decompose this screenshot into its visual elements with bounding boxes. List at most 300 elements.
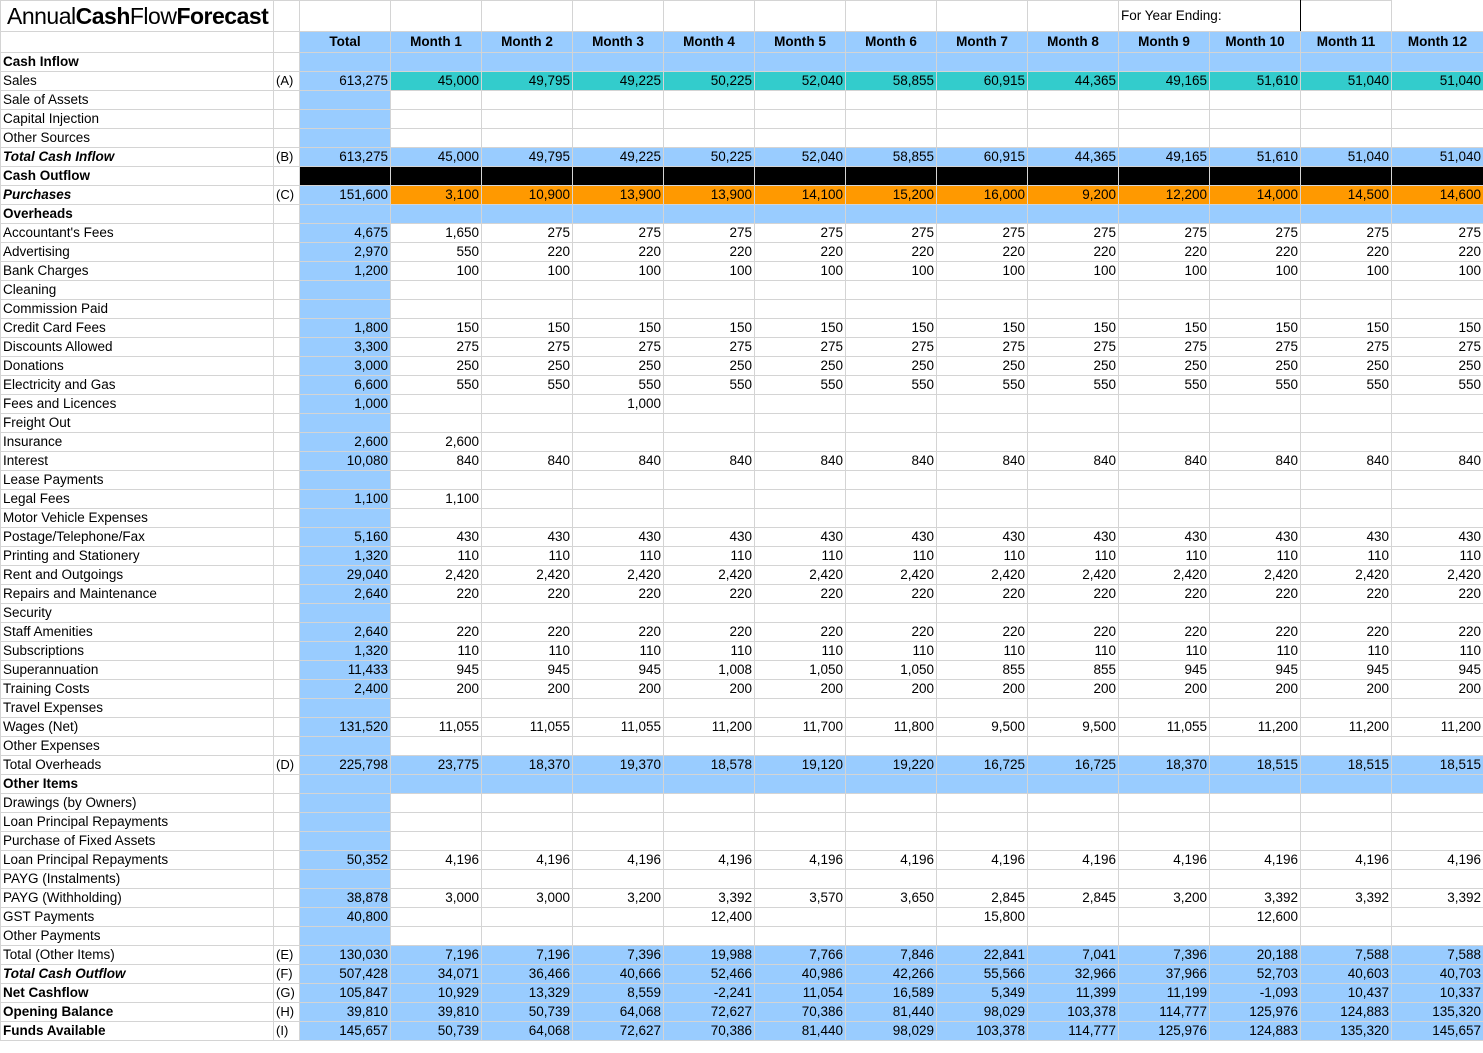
month-11-cell[interactable]	[1301, 395, 1392, 414]
month-3-cell[interactable]	[573, 167, 664, 186]
month-4-cell[interactable]: 50,225	[664, 72, 755, 91]
month-12-cell[interactable]: 145,657	[1392, 1022, 1483, 1041]
month-5-cell[interactable]: 81,440	[755, 1022, 846, 1041]
month-8-cell[interactable]	[1028, 110, 1119, 129]
month-12-cell[interactable]: 18,515	[1392, 756, 1483, 775]
month-11-cell[interactable]: 3,392	[1301, 889, 1392, 908]
month-5-cell[interactable]	[755, 91, 846, 110]
month-2-cell[interactable]: 36,466	[482, 965, 573, 984]
month-8-cell[interactable]: 840	[1028, 452, 1119, 471]
total-cell[interactable]	[300, 300, 391, 319]
month-12-cell[interactable]: 2,420	[1392, 566, 1483, 585]
month-1-cell[interactable]	[391, 395, 482, 414]
month-7-cell[interactable]	[937, 794, 1028, 813]
month-4-cell[interactable]: 11,200	[664, 718, 755, 737]
month-10-cell[interactable]	[1210, 129, 1301, 148]
total-cell[interactable]	[300, 927, 391, 946]
month-1-cell[interactable]	[391, 129, 482, 148]
month-11-cell[interactable]: 10,437	[1301, 984, 1392, 1003]
month-9-cell[interactable]	[1119, 775, 1210, 794]
month-6-cell[interactable]	[846, 870, 937, 889]
month-8-cell[interactable]: 100	[1028, 262, 1119, 281]
month-8-cell[interactable]	[1028, 167, 1119, 186]
month-7-cell[interactable]: 103,378	[937, 1022, 1028, 1041]
month-10-cell[interactable]	[1210, 167, 1301, 186]
month-8-cell[interactable]: 110	[1028, 642, 1119, 661]
month-6-cell[interactable]: 2,420	[846, 566, 937, 585]
month-10-cell[interactable]	[1210, 433, 1301, 452]
month-7-cell[interactable]: 2,845	[937, 889, 1028, 908]
month-2-cell[interactable]	[482, 509, 573, 528]
total-cell[interactable]: 4,675	[300, 224, 391, 243]
month-9-cell[interactable]: 11,199	[1119, 984, 1210, 1003]
month-4-cell[interactable]	[664, 832, 755, 851]
month-4-cell[interactable]	[664, 167, 755, 186]
month-7-cell[interactable]	[937, 433, 1028, 452]
month-5-cell[interactable]	[755, 205, 846, 224]
month-12-cell[interactable]	[1392, 281, 1483, 300]
month-8-cell[interactable]: 4,196	[1028, 851, 1119, 870]
month-3-cell[interactable]	[573, 775, 664, 794]
month-8-cell[interactable]: 110	[1028, 547, 1119, 566]
month-7-cell[interactable]: 250	[937, 357, 1028, 376]
month-4-cell[interactable]	[664, 110, 755, 129]
month-2-cell[interactable]: 220	[482, 623, 573, 642]
month-11-cell[interactable]	[1301, 832, 1392, 851]
month-1-cell[interactable]: 11,055	[391, 718, 482, 737]
month-2-cell[interactable]	[482, 433, 573, 452]
month-7-cell[interactable]	[937, 509, 1028, 528]
month-11-cell[interactable]	[1301, 110, 1392, 129]
month-9-cell[interactable]: 840	[1119, 452, 1210, 471]
total-cell[interactable]: 2,600	[300, 433, 391, 452]
total-cell[interactable]	[300, 91, 391, 110]
month-1-cell[interactable]	[391, 832, 482, 851]
month-11-cell[interactable]: 430	[1301, 528, 1392, 547]
month-10-cell[interactable]: 840	[1210, 452, 1301, 471]
month-7-cell[interactable]: 430	[937, 528, 1028, 547]
month-12-cell[interactable]: 51,040	[1392, 72, 1483, 91]
month-12-cell[interactable]	[1392, 737, 1483, 756]
month-7-cell[interactable]: 220	[937, 243, 1028, 262]
month-6-cell[interactable]: 100	[846, 262, 937, 281]
month-7-cell[interactable]	[937, 813, 1028, 832]
month-8-cell[interactable]	[1028, 509, 1119, 528]
month-3-cell[interactable]: 2,420	[573, 566, 664, 585]
month-9-cell[interactable]: 2,420	[1119, 566, 1210, 585]
month-1-cell[interactable]	[391, 813, 482, 832]
month-5-cell[interactable]: 7,766	[755, 946, 846, 965]
empty-cell[interactable]	[300, 1, 391, 32]
month-3-cell[interactable]: 550	[573, 376, 664, 395]
month-5-cell[interactable]	[755, 414, 846, 433]
month-9-cell[interactable]	[1119, 414, 1210, 433]
month-7-cell[interactable]	[937, 395, 1028, 414]
month-7-cell[interactable]	[937, 737, 1028, 756]
empty-cell[interactable]	[846, 1, 937, 32]
month-11-cell[interactable]	[1301, 604, 1392, 623]
total-cell[interactable]: 225,798	[300, 756, 391, 775]
total-cell[interactable]: 131,520	[300, 718, 391, 737]
month-7-cell[interactable]: 98,029	[937, 1003, 1028, 1022]
month-1-cell[interactable]: 2,600	[391, 433, 482, 452]
month-2-cell[interactable]	[482, 167, 573, 186]
month-2-cell[interactable]: 13,329	[482, 984, 573, 1003]
month-2-cell[interactable]	[482, 699, 573, 718]
month-3-cell[interactable]	[573, 471, 664, 490]
month-2-cell[interactable]	[482, 91, 573, 110]
month-5-cell[interactable]	[755, 300, 846, 319]
month-9-cell[interactable]: 275	[1119, 224, 1210, 243]
month-5-cell[interactable]: 150	[755, 319, 846, 338]
month-2-cell[interactable]: 430	[482, 528, 573, 547]
month-9-cell[interactable]	[1119, 699, 1210, 718]
month-6-cell[interactable]	[846, 471, 937, 490]
month-11-cell[interactable]	[1301, 490, 1392, 509]
month-6-cell[interactable]: 58,855	[846, 72, 937, 91]
month-8-cell[interactable]: 275	[1028, 224, 1119, 243]
month-4-cell[interactable]: 430	[664, 528, 755, 547]
month-4-cell[interactable]	[664, 414, 755, 433]
month-12-cell[interactable]: 200	[1392, 680, 1483, 699]
month-9-cell[interactable]: 200	[1119, 680, 1210, 699]
month-2-cell[interactable]	[482, 129, 573, 148]
month-2-cell[interactable]	[482, 927, 573, 946]
month-1-cell[interactable]: 110	[391, 547, 482, 566]
month-12-cell[interactable]: 430	[1392, 528, 1483, 547]
month-3-cell[interactable]	[573, 53, 664, 72]
month-4-cell[interactable]: 200	[664, 680, 755, 699]
month-5-cell[interactable]: 70,386	[755, 1003, 846, 1022]
month-8-cell[interactable]: 7,041	[1028, 946, 1119, 965]
month-8-cell[interactable]	[1028, 129, 1119, 148]
month-10-cell[interactable]	[1210, 395, 1301, 414]
total-cell[interactable]: 145,657	[300, 1022, 391, 1041]
month-7-cell[interactable]: 840	[937, 452, 1028, 471]
month-10-cell[interactable]	[1210, 300, 1301, 319]
month-9-cell[interactable]: 550	[1119, 376, 1210, 395]
total-cell[interactable]: 1,320	[300, 642, 391, 661]
month-12-cell[interactable]	[1392, 91, 1483, 110]
total-cell[interactable]	[300, 737, 391, 756]
month-5-cell[interactable]: 19,120	[755, 756, 846, 775]
month-2-cell[interactable]	[482, 395, 573, 414]
month-12-cell[interactable]: 135,320	[1392, 1003, 1483, 1022]
month-4-cell[interactable]: 72,627	[664, 1003, 755, 1022]
month-12-cell[interactable]: 11,200	[1392, 718, 1483, 737]
month-9-cell[interactable]	[1119, 205, 1210, 224]
month-12-cell[interactable]: 150	[1392, 319, 1483, 338]
month-6-cell[interactable]: 1,050	[846, 661, 937, 680]
month-5-cell[interactable]: 52,040	[755, 72, 846, 91]
month-4-cell[interactable]	[664, 490, 755, 509]
month-9-cell[interactable]: 250	[1119, 357, 1210, 376]
month-4-cell[interactable]: 550	[664, 376, 755, 395]
month-1-cell[interactable]: 1,100	[391, 490, 482, 509]
month-10-cell[interactable]	[1210, 110, 1301, 129]
month-9-cell[interactable]: 114,777	[1119, 1003, 1210, 1022]
month-2-cell[interactable]	[482, 908, 573, 927]
total-cell[interactable]	[300, 794, 391, 813]
month-10-cell[interactable]	[1210, 490, 1301, 509]
month-7-cell[interactable]: 16,000	[937, 186, 1028, 205]
month-3-cell[interactable]	[573, 737, 664, 756]
month-8-cell[interactable]: 114,777	[1028, 1022, 1119, 1041]
month-1-cell[interactable]	[391, 604, 482, 623]
month-1-cell[interactable]	[391, 927, 482, 946]
month-10-cell[interactable]	[1210, 775, 1301, 794]
month-1-cell[interactable]	[391, 794, 482, 813]
month-1-cell[interactable]: 275	[391, 338, 482, 357]
month-8-cell[interactable]: 103,378	[1028, 1003, 1119, 1022]
total-cell[interactable]: 2,640	[300, 585, 391, 604]
month-11-cell[interactable]: 275	[1301, 224, 1392, 243]
empty-cell[interactable]	[482, 1, 573, 32]
month-11-cell[interactable]	[1301, 205, 1392, 224]
month-8-cell[interactable]	[1028, 870, 1119, 889]
month-8-cell[interactable]	[1028, 832, 1119, 851]
total-cell[interactable]: 1,000	[300, 395, 391, 414]
month-3-cell[interactable]: 200	[573, 680, 664, 699]
month-4-cell[interactable]: 50,225	[664, 148, 755, 167]
month-8-cell[interactable]	[1028, 604, 1119, 623]
month-4-cell[interactable]	[664, 604, 755, 623]
month-10-cell[interactable]: 4,196	[1210, 851, 1301, 870]
month-9-cell[interactable]	[1119, 870, 1210, 889]
month-2-cell[interactable]	[482, 832, 573, 851]
month-6-cell[interactable]	[846, 699, 937, 718]
month-2-cell[interactable]	[482, 300, 573, 319]
month-12-cell[interactable]: 40,703	[1392, 965, 1483, 984]
empty-cell[interactable]	[755, 1, 846, 32]
total-cell[interactable]	[300, 471, 391, 490]
month-4-cell[interactable]: 110	[664, 642, 755, 661]
month-9-cell[interactable]	[1119, 813, 1210, 832]
month-8-cell[interactable]	[1028, 91, 1119, 110]
month-8-cell[interactable]: 430	[1028, 528, 1119, 547]
month-11-cell[interactable]	[1301, 471, 1392, 490]
month-2-cell[interactable]	[482, 110, 573, 129]
month-8-cell[interactable]	[1028, 699, 1119, 718]
month-10-cell[interactable]	[1210, 53, 1301, 72]
month-10-cell[interactable]: 220	[1210, 585, 1301, 604]
month-5-cell[interactable]	[755, 129, 846, 148]
month-3-cell[interactable]: 110	[573, 642, 664, 661]
month-4-cell[interactable]: 840	[664, 452, 755, 471]
month-4-cell[interactable]	[664, 699, 755, 718]
month-12-cell[interactable]	[1392, 490, 1483, 509]
month-9-cell[interactable]: 18,370	[1119, 756, 1210, 775]
month-8-cell[interactable]	[1028, 908, 1119, 927]
month-2-cell[interactable]: 49,795	[482, 72, 573, 91]
month-4-cell[interactable]	[664, 433, 755, 452]
month-7-cell[interactable]: 16,725	[937, 756, 1028, 775]
total-cell[interactable]	[300, 699, 391, 718]
month-12-cell[interactable]: 100	[1392, 262, 1483, 281]
total-cell[interactable]	[300, 813, 391, 832]
month-6-cell[interactable]: 250	[846, 357, 937, 376]
month-4-cell[interactable]	[664, 53, 755, 72]
empty-cell[interactable]	[1, 32, 274, 53]
month-6-cell[interactable]: 200	[846, 680, 937, 699]
month-1-cell[interactable]	[391, 737, 482, 756]
month-1-cell[interactable]	[391, 471, 482, 490]
month-9-cell[interactable]: 275	[1119, 338, 1210, 357]
month-5-cell[interactable]	[755, 281, 846, 300]
month-11-cell[interactable]: 275	[1301, 338, 1392, 357]
month-6-cell[interactable]: 110	[846, 642, 937, 661]
month-3-cell[interactable]	[573, 490, 664, 509]
month-9-cell[interactable]	[1119, 737, 1210, 756]
month-7-cell[interactable]	[937, 832, 1028, 851]
month-6-cell[interactable]: 550	[846, 376, 937, 395]
total-cell[interactable]: 1,800	[300, 319, 391, 338]
month-1-cell[interactable]	[391, 699, 482, 718]
month-5-cell[interactable]: 14,100	[755, 186, 846, 205]
month-2-cell[interactable]	[482, 471, 573, 490]
month-2-cell[interactable]: 7,196	[482, 946, 573, 965]
month-6-cell[interactable]	[846, 300, 937, 319]
month-11-cell[interactable]	[1301, 433, 1392, 452]
month-7-cell[interactable]: 110	[937, 547, 1028, 566]
month-9-cell[interactable]	[1119, 53, 1210, 72]
month-4-cell[interactable]: 275	[664, 338, 755, 357]
month-4-cell[interactable]: -2,241	[664, 984, 755, 1003]
month-3-cell[interactable]: 64,068	[573, 1003, 664, 1022]
month-2-cell[interactable]: 4,196	[482, 851, 573, 870]
month-11-cell[interactable]: 18,515	[1301, 756, 1392, 775]
month-3-cell[interactable]	[573, 281, 664, 300]
month-9-cell[interactable]	[1119, 300, 1210, 319]
month-9-cell[interactable]	[1119, 433, 1210, 452]
month-6-cell[interactable]	[846, 927, 937, 946]
month-3-cell[interactable]	[573, 509, 664, 528]
month-5-cell[interactable]	[755, 927, 846, 946]
month-11-cell[interactable]: 550	[1301, 376, 1392, 395]
month-12-cell[interactable]	[1392, 471, 1483, 490]
total-cell[interactable]: 613,275	[300, 72, 391, 91]
month-2-cell[interactable]	[482, 53, 573, 72]
month-5-cell[interactable]: 200	[755, 680, 846, 699]
month-11-cell[interactable]: 220	[1301, 623, 1392, 642]
month-1-cell[interactable]: 23,775	[391, 756, 482, 775]
month-10-cell[interactable]: 220	[1210, 623, 1301, 642]
month-10-cell[interactable]: 12,600	[1210, 908, 1301, 927]
month-5-cell[interactable]: 110	[755, 642, 846, 661]
month-10-cell[interactable]: 52,703	[1210, 965, 1301, 984]
month-7-cell[interactable]: 550	[937, 376, 1028, 395]
month-8-cell[interactable]: 250	[1028, 357, 1119, 376]
month-1-cell[interactable]: 430	[391, 528, 482, 547]
month-9-cell[interactable]	[1119, 490, 1210, 509]
month-4-cell[interactable]: 220	[664, 585, 755, 604]
month-3-cell[interactable]	[573, 699, 664, 718]
month-4-cell[interactable]	[664, 300, 755, 319]
month-10-cell[interactable]	[1210, 699, 1301, 718]
month-12-cell[interactable]	[1392, 813, 1483, 832]
month-9-cell[interactable]	[1119, 281, 1210, 300]
month-11-cell[interactable]: 2,420	[1301, 566, 1392, 585]
month-1-cell[interactable]: 4,196	[391, 851, 482, 870]
month-5-cell[interactable]: 430	[755, 528, 846, 547]
month-3-cell[interactable]	[573, 908, 664, 927]
month-2-cell[interactable]	[482, 813, 573, 832]
month-4-cell[interactable]	[664, 813, 755, 832]
month-10-cell[interactable]: 250	[1210, 357, 1301, 376]
month-9-cell[interactable]	[1119, 395, 1210, 414]
month-1-cell[interactable]	[391, 509, 482, 528]
month-2-cell[interactable]: 110	[482, 642, 573, 661]
month-10-cell[interactable]: 3,392	[1210, 889, 1301, 908]
month-11-cell[interactable]: 945	[1301, 661, 1392, 680]
month-3-cell[interactable]: 3,200	[573, 889, 664, 908]
month-8-cell[interactable]	[1028, 414, 1119, 433]
month-8-cell[interactable]: 44,365	[1028, 148, 1119, 167]
month-11-cell[interactable]: 110	[1301, 642, 1392, 661]
month-11-cell[interactable]: 11,200	[1301, 718, 1392, 737]
month-12-cell[interactable]	[1392, 908, 1483, 927]
month-7-cell[interactable]	[937, 471, 1028, 490]
month-11-cell[interactable]: 220	[1301, 243, 1392, 262]
month-11-cell[interactable]: 110	[1301, 547, 1392, 566]
month-12-cell[interactable]	[1392, 509, 1483, 528]
month-8-cell[interactable]: 9,500	[1028, 718, 1119, 737]
month-4-cell[interactable]: 52,466	[664, 965, 755, 984]
month-8-cell[interactable]	[1028, 281, 1119, 300]
month-3-cell[interactable]: 250	[573, 357, 664, 376]
month-6-cell[interactable]	[846, 281, 937, 300]
month-7-cell[interactable]	[937, 53, 1028, 72]
month-6-cell[interactable]	[846, 509, 937, 528]
month-9-cell[interactable]: 110	[1119, 547, 1210, 566]
month-12-cell[interactable]	[1392, 53, 1483, 72]
month-8-cell[interactable]	[1028, 53, 1119, 72]
month-4-cell[interactable]: 12,400	[664, 908, 755, 927]
month-12-cell[interactable]: 945	[1392, 661, 1483, 680]
month-4-cell[interactable]	[664, 927, 755, 946]
total-cell[interactable]: 1,320	[300, 547, 391, 566]
month-5-cell[interactable]	[755, 813, 846, 832]
month-11-cell[interactable]	[1301, 91, 1392, 110]
month-7-cell[interactable]	[937, 205, 1028, 224]
empty-cell[interactable]	[573, 1, 664, 32]
month-4-cell[interactable]	[664, 794, 755, 813]
month-10-cell[interactable]: 100	[1210, 262, 1301, 281]
month-6-cell[interactable]: 220	[846, 243, 937, 262]
month-4-cell[interactable]	[664, 395, 755, 414]
month-2-cell[interactable]	[482, 205, 573, 224]
total-cell[interactable]: 2,640	[300, 623, 391, 642]
month-6-cell[interactable]	[846, 205, 937, 224]
month-8-cell[interactable]	[1028, 737, 1119, 756]
month-6-cell[interactable]	[846, 813, 937, 832]
month-4-cell[interactable]: 4,196	[664, 851, 755, 870]
month-9-cell[interactable]: 37,966	[1119, 965, 1210, 984]
month-6-cell[interactable]	[846, 794, 937, 813]
month-3-cell[interactable]	[573, 414, 664, 433]
month-3-cell[interactable]: 40,666	[573, 965, 664, 984]
month-9-cell[interactable]: 12,200	[1119, 186, 1210, 205]
total-cell[interactable]: 29,040	[300, 566, 391, 585]
month-1-cell[interactable]	[391, 300, 482, 319]
month-12-cell[interactable]	[1392, 433, 1483, 452]
total-cell[interactable]	[300, 167, 391, 186]
month-3-cell[interactable]: 220	[573, 585, 664, 604]
month-9-cell[interactable]: 430	[1119, 528, 1210, 547]
total-cell[interactable]: 130,030	[300, 946, 391, 965]
month-4-cell[interactable]	[664, 775, 755, 794]
month-7-cell[interactable]	[937, 110, 1028, 129]
